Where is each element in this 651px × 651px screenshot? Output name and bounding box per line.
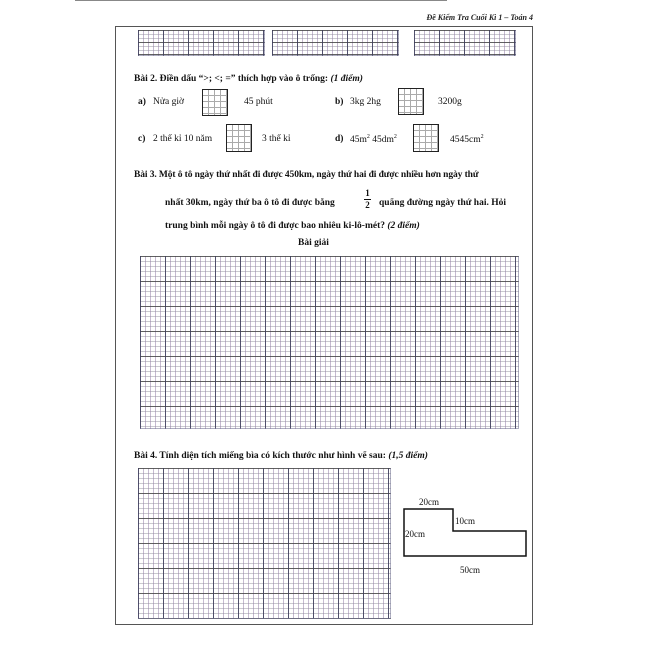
- label-bottom-50cm: 50cm: [460, 565, 480, 575]
- fraction-numerator: 1: [365, 188, 370, 198]
- answer-grid-1: [138, 30, 265, 56]
- item-a-label: a): [138, 97, 146, 107]
- bai2-points: (1 điểm): [330, 74, 363, 84]
- bai4-title: Bài 4. Tính diện tích miếng bìa có kích thước như hình vẽ sau:: [134, 451, 386, 461]
- solution-grid[interactable]: [140, 256, 519, 429]
- item-b-left: 3kg 2hg: [350, 97, 381, 107]
- item-d-left-b-sup: 2: [393, 134, 397, 140]
- item-d-left-a-sup: 2: [366, 134, 370, 140]
- answer-box-a[interactable]: [202, 89, 228, 116]
- answer-box-b[interactable]: [398, 88, 424, 115]
- label-left-20cm: 20cm: [405, 529, 425, 539]
- solution-label: Bài giải: [298, 238, 329, 248]
- item-d-left: [350, 134, 397, 145]
- answer-box-d[interactable]: [413, 124, 439, 152]
- page-header: Đề Kiểm Tra Cuối Kì 1 – Toán 4: [426, 13, 533, 22]
- item-d-left-b: 45dm: [369, 135, 394, 146]
- answer-box-c[interactable]: [226, 124, 252, 152]
- item-c-label: c): [138, 134, 146, 144]
- item-d-label: d): [335, 134, 344, 144]
- answer-grid-3: [414, 30, 516, 56]
- bai3-line2-a: nhất 30km, ngày thứ ba ô tô đi được bằng: [165, 198, 335, 208]
- bai4-heading: [134, 451, 428, 461]
- bai3-line3: [165, 221, 420, 231]
- label-top-20cm: 20cm: [419, 497, 439, 507]
- label-step-10cm: 10cm: [455, 516, 475, 526]
- item-b-right: 3200g: [438, 97, 462, 107]
- item-c-right: 3 thế kỉ: [262, 134, 291, 144]
- bai4-work-grid[interactable]: [138, 468, 391, 619]
- bai2-title: Bài 2. Điền dấu “>; <; =” thích hợp vào ô trống:: [134, 74, 329, 84]
- item-a-right: 45 phút: [244, 97, 273, 107]
- item-c-left: 2 thế kỉ 10 năm: [153, 134, 213, 144]
- bai3-fraction: [364, 189, 371, 210]
- bai2-heading: [134, 74, 363, 84]
- item-a-left: Nửa giờ: [153, 97, 185, 107]
- bai3-line2-b: quãng đường ngày thứ hai. Hỏi: [379, 198, 507, 208]
- item-d-right-value: 4545cm: [450, 135, 481, 146]
- bai3-question: trung bình mỗi ngày ô tô đi được bao nhiêu ki-lô-mét?: [165, 221, 385, 231]
- bai4-points: (1,5 điểm): [388, 451, 428, 461]
- item-d-right: [450, 134, 484, 145]
- answer-grid-2: [272, 30, 399, 56]
- item-d-right-sup: 2: [480, 134, 484, 140]
- bai3-points: (2 điểm): [387, 221, 420, 231]
- fraction-denominator: 2: [365, 200, 370, 210]
- bai3-line1: Bài 3. Một ô tô ngày thứ nhất đi được 450km, ngày thứ hai đi được nhiều hơn ngày thứ: [134, 170, 479, 180]
- item-d-left-a: 45m: [350, 135, 367, 146]
- page-top-edge: [75, 0, 447, 1]
- item-b-label: b): [335, 97, 344, 107]
